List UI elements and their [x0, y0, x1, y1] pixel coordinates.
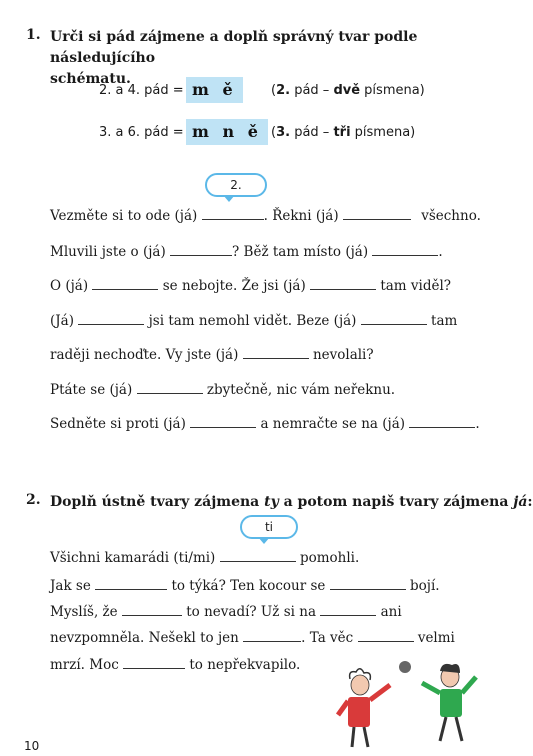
schema-label-2: 3. a 6. pád = [99, 125, 184, 140]
answer-blank[interactable] [137, 381, 203, 394]
hint-bubble-2: ti [240, 515, 298, 539]
exercise-2-line-2: Jak se to týká? Ten kocour se bojí. [50, 578, 440, 594]
answer-blank[interactable] [95, 577, 167, 590]
kid-green-icon [422, 664, 476, 741]
answer-blank[interactable] [190, 415, 256, 428]
answer-blank[interactable] [220, 549, 296, 562]
answer-blank[interactable] [343, 207, 411, 220]
answer-blank[interactable] [372, 243, 438, 256]
schema-note-1: (2. pád – dvě písmena) [271, 83, 425, 98]
exercise-1-line-6: Ptáte se (já) zbytečně, nic vám neřeknu. [50, 382, 396, 398]
answer-blank[interactable] [243, 346, 309, 359]
hint-bubble-1: 2. [205, 173, 267, 197]
answer-blank[interactable] [409, 415, 475, 428]
hint-bubble-2-tail [258, 537, 270, 544]
exercise-1-line-3: O (já) se nebojte. Že jsi (já) tam viděl? [50, 278, 452, 294]
page-number: 10 [24, 739, 40, 753]
exercise-1-line-4: (Já) jsi tam nemohl vidět. Beze (já) tam [50, 313, 458, 329]
answer-blank[interactable] [243, 629, 301, 642]
answer-blank[interactable] [310, 277, 376, 290]
task-1-title-line1: Urči si pád zájmene a doplň správný tvar podle následujícího [50, 29, 418, 66]
task-2-number: 2. [26, 492, 41, 508]
answer-blank[interactable] [92, 277, 158, 290]
answer-blank[interactable] [170, 243, 232, 256]
exercise-2-line-4: nevzpomněla. Nešekl to jen . Ta věc velmi [50, 630, 455, 646]
task-1-number: 1. [26, 27, 41, 43]
task-1-title [50, 27, 500, 90]
ball-icon [399, 661, 411, 673]
kids-illustration [330, 655, 490, 750]
exercise-1-line-2: Mluvili jste o (já) ? Běž tam místo (já) . [50, 244, 443, 260]
answer-blank[interactable] [78, 312, 144, 325]
exercise-1-line-1: Vezměte si to ode (já) . Řekni (já) všechno. [50, 208, 481, 224]
schema-letters-1: m ě [186, 77, 243, 103]
hint-bubble-1-tail [223, 195, 235, 202]
exercise-1-line-7: Sedněte si proti (já) a nemračte se na (já) . [50, 416, 480, 432]
task-2-title: Doplň ústně tvary zájmena ty a potom napiš tvary zájmena já: [50, 494, 533, 510]
exercise-2-line-5: mrzí. Moc to nepřekvapilo. [50, 657, 301, 673]
answer-blank[interactable] [358, 629, 414, 642]
answer-blank[interactable] [330, 577, 406, 590]
answer-blank[interactable] [123, 656, 185, 669]
kid-red-icon [338, 669, 390, 747]
schema-letters-2: m n ě [186, 119, 268, 145]
schema-note-2: (3. pád – tři písmena) [271, 125, 416, 140]
answer-blank[interactable] [361, 312, 427, 325]
answer-blank[interactable] [320, 603, 376, 616]
task-1-title-line2: schématu. [50, 71, 131, 87]
exercise-2-line-1: Všichni kamarádi (ti/mi) pomohli. [50, 550, 360, 566]
answer-blank[interactable] [202, 207, 264, 220]
answer-blank[interactable] [122, 603, 182, 616]
schema-label-1: 2. a 4. pád = [99, 83, 184, 98]
exercise-2-line-3: Myslíš, že to nevadí? Už si na ani [50, 604, 402, 620]
exercise-1-line-5: raději nechoďte. Vy jste (já) nevolali? [50, 347, 374, 363]
